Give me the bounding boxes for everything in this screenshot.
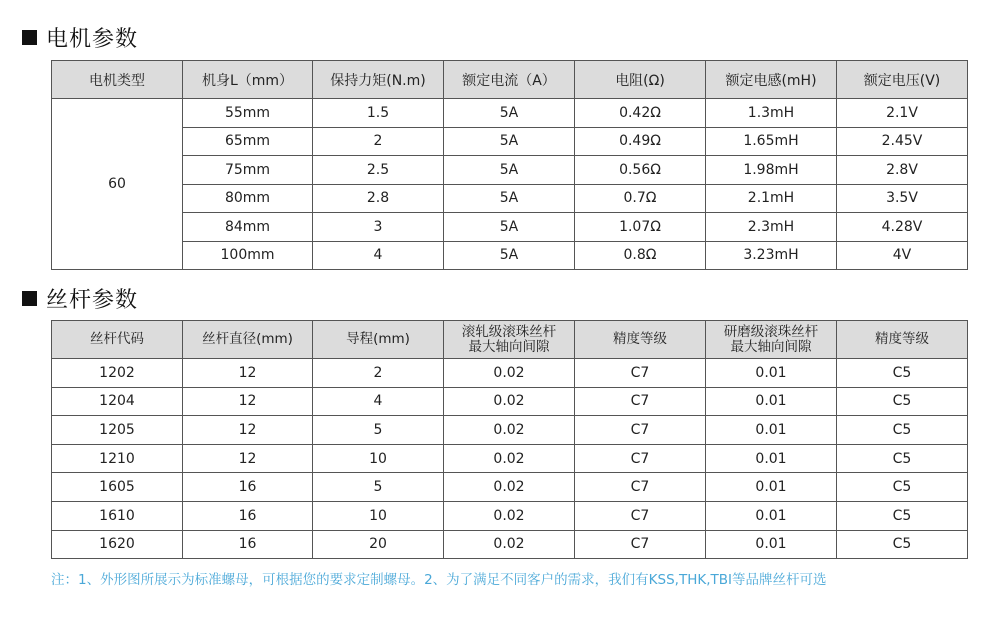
column-header: 导程(mm): [313, 321, 444, 359]
motor-params-table: [51, 60, 968, 270]
table-cell: C5: [837, 501, 968, 530]
column-header: 电阻(Ω): [575, 61, 706, 99]
table-cell: 2: [313, 359, 444, 388]
table-cell: C5: [837, 444, 968, 473]
table-cell: C7: [575, 359, 706, 388]
screw-section-heading: [22, 283, 138, 314]
table-cell: 12: [183, 416, 313, 445]
column-header: 电机类型: [52, 61, 183, 99]
column-header: 研磨级滚珠丝杆 最大轴向间隙: [706, 321, 837, 359]
table-cell: C5: [837, 473, 968, 502]
table-cell: C7: [575, 387, 706, 416]
table-row: [52, 359, 968, 388]
table-cell: 10: [313, 444, 444, 473]
table-cell: 1202: [52, 359, 183, 388]
table-cell: 0.01: [706, 501, 837, 530]
table-cell: 0.42Ω: [575, 99, 706, 128]
table-cell: 0.01: [706, 473, 837, 502]
table-cell: 84mm: [183, 213, 313, 242]
table-row: [52, 241, 968, 270]
square-bullet-icon: [22, 30, 37, 45]
table-cell: 2.1V: [837, 99, 968, 128]
table-cell: 5A: [444, 156, 575, 185]
column-header: 滚轧级滚珠丝杆 最大轴向间隙: [444, 321, 575, 359]
table-cell: 100mm: [183, 241, 313, 270]
table-cell: 2.3mH: [706, 213, 837, 242]
table-cell: 1205: [52, 416, 183, 445]
table-cell: 5A: [444, 99, 575, 128]
table-cell: 12: [183, 444, 313, 473]
table-cell: 1.07Ω: [575, 213, 706, 242]
table-cell: 1210: [52, 444, 183, 473]
table-cell: C5: [837, 530, 968, 559]
table-cell: 0.01: [706, 444, 837, 473]
table-cell: C7: [575, 501, 706, 530]
table-cell: 5A: [444, 241, 575, 270]
table-cell: C7: [575, 473, 706, 502]
motor-type-cell: 60: [52, 99, 183, 270]
table-cell: 0.01: [706, 530, 837, 559]
table-cell: 20: [313, 530, 444, 559]
table-cell: 2.45V: [837, 127, 968, 156]
column-header: 精度等级: [575, 321, 706, 359]
column-header: 丝杆直径(mm): [183, 321, 313, 359]
table-cell: 0.01: [706, 359, 837, 388]
table-cell: 3: [313, 213, 444, 242]
table-cell: 0.02: [444, 387, 575, 416]
table-cell: 65mm: [183, 127, 313, 156]
square-bullet-icon: [22, 291, 37, 306]
table-cell: 2.5: [313, 156, 444, 185]
table-cell: 4V: [837, 241, 968, 270]
table-cell: 1204: [52, 387, 183, 416]
table-cell: 4: [313, 241, 444, 270]
column-header: 精度等级: [837, 321, 968, 359]
table-cell: 3.23mH: [706, 241, 837, 270]
table-row: [52, 501, 968, 530]
column-header: 额定电感(mH): [706, 61, 837, 99]
table-cell: 2.8: [313, 184, 444, 213]
table-cell: 1610: [52, 501, 183, 530]
table-cell: 0.02: [444, 416, 575, 445]
table-cell: 0.01: [706, 416, 837, 445]
table-cell: 55mm: [183, 99, 313, 128]
column-header: 机身L（mm）: [183, 61, 313, 99]
table-cell: 1620: [52, 530, 183, 559]
table-row: [52, 444, 968, 473]
table-cell: 0.02: [444, 530, 575, 559]
table-cell: C5: [837, 416, 968, 445]
table-cell: C5: [837, 387, 968, 416]
table-row: [52, 184, 968, 213]
table-cell: 0.01: [706, 387, 837, 416]
table-cell: C5: [837, 359, 968, 388]
table-cell: 2: [313, 127, 444, 156]
table-cell: 16: [183, 473, 313, 502]
table-row: [52, 156, 968, 185]
table-cell: 75mm: [183, 156, 313, 185]
column-header: 保持力矩(N.m): [313, 61, 444, 99]
column-header: 额定电流（A）: [444, 61, 575, 99]
table-cell: C7: [575, 416, 706, 445]
table-cell: 0.02: [444, 501, 575, 530]
table-cell: 4.28V: [837, 213, 968, 242]
table-cell: 5: [313, 416, 444, 445]
table-cell: 0.02: [444, 359, 575, 388]
table-cell: 16: [183, 501, 313, 530]
table-row: [52, 127, 968, 156]
table-cell: 10: [313, 501, 444, 530]
table-row: [52, 530, 968, 559]
table-cell: 2.1mH: [706, 184, 837, 213]
table-cell: 1.3mH: [706, 99, 837, 128]
table-cell: 0.56Ω: [575, 156, 706, 185]
table-header-row: [52, 321, 968, 359]
table-cell: 0.49Ω: [575, 127, 706, 156]
table-cell: 1.65mH: [706, 127, 837, 156]
table-cell: 1605: [52, 473, 183, 502]
table-cell: 5A: [444, 127, 575, 156]
table-row: [52, 99, 968, 128]
table-cell: 5A: [444, 184, 575, 213]
table-cell: 4: [313, 387, 444, 416]
table-cell: C7: [575, 444, 706, 473]
table-row: [52, 473, 968, 502]
footnote: 注：1、外形图所展示为标准螺母，可根据您的要求定制螺母。2、为了满足不同客户的需求，我们有KSS,THK,TBI等品牌丝杆可选: [51, 572, 827, 588]
table-cell: 5A: [444, 213, 575, 242]
table-cell: 0.02: [444, 444, 575, 473]
table-cell: 0.02: [444, 473, 575, 502]
table-cell: 0.7Ω: [575, 184, 706, 213]
table-cell: 1.98mH: [706, 156, 837, 185]
motor-section-title: 电机参数: [46, 27, 139, 52]
table-cell: 12: [183, 387, 313, 416]
table-cell: 12: [183, 359, 313, 388]
table-cell: 16: [183, 530, 313, 559]
table-row: [52, 416, 968, 445]
table-header-row: [52, 61, 968, 99]
table-cell: 0.8Ω: [575, 241, 706, 270]
table-row: [52, 387, 968, 416]
table-cell: 80mm: [183, 184, 313, 213]
column-header: 额定电压(V): [837, 61, 968, 99]
motor-section-heading: [22, 22, 138, 53]
table-cell: 1.5: [313, 99, 444, 128]
screw-params-table: [51, 320, 968, 559]
screw-section-title: 丝杆参数: [46, 288, 139, 313]
table-cell: C7: [575, 530, 706, 559]
table-cell: 2.8V: [837, 156, 968, 185]
table-cell: 5: [313, 473, 444, 502]
column-header: 丝杆代码: [52, 321, 183, 359]
table-row: [52, 213, 968, 242]
table-cell: 3.5V: [837, 184, 968, 213]
